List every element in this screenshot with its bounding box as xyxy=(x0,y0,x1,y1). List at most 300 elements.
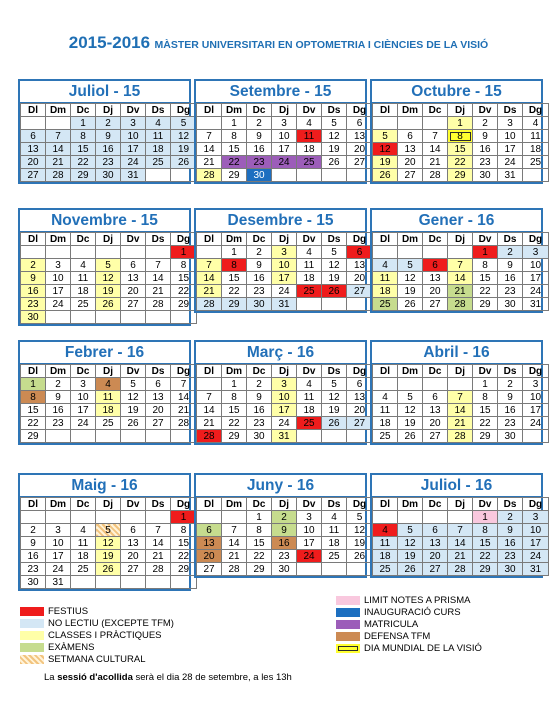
empty-cell xyxy=(297,298,322,311)
day-cell: 14 xyxy=(197,143,222,156)
week-row xyxy=(21,117,197,130)
day-cell: 16 xyxy=(272,537,297,550)
day-cell: 12 xyxy=(398,537,423,550)
day-cell: 27 xyxy=(347,285,373,298)
week-row xyxy=(197,259,373,272)
day-cell: 6 xyxy=(347,378,373,391)
day-cell: 9 xyxy=(498,259,523,272)
week-row xyxy=(373,417,549,430)
day-cell: 16 xyxy=(247,404,272,417)
weekday-header: Dm xyxy=(398,233,423,246)
day-cell: 8 xyxy=(473,524,498,537)
day-cell: 16 xyxy=(473,143,498,156)
month-calendar xyxy=(370,340,543,445)
day-cell: 2 xyxy=(272,511,297,524)
day-cell: 26 xyxy=(398,563,423,576)
day-cell: 3 xyxy=(46,524,71,537)
day-cell: 27 xyxy=(121,298,146,311)
day-cell: 7 xyxy=(222,524,247,537)
weekday-header: Dg xyxy=(523,498,549,511)
empty-cell xyxy=(146,430,171,443)
day-cell: 9 xyxy=(473,130,498,143)
day-cell: 7 xyxy=(146,524,171,537)
day-cell: 25 xyxy=(322,550,347,563)
day-cell: 11 xyxy=(523,130,549,143)
week-row xyxy=(373,298,549,311)
month-title: Març - 16 xyxy=(196,342,365,364)
day-cell: 18 xyxy=(71,550,96,563)
day-cell: 25 xyxy=(297,156,322,169)
weekday-header: Dv xyxy=(121,498,146,511)
day-cell: 9 xyxy=(96,130,121,143)
empty-cell xyxy=(71,511,96,524)
day-cell: 28 xyxy=(448,430,473,443)
day-cell: 25 xyxy=(297,417,322,430)
month-calendar xyxy=(370,208,543,313)
day-cell: 8 xyxy=(171,524,197,537)
day-cell: 12 xyxy=(322,391,347,404)
day-cell: 6 xyxy=(146,378,171,391)
weekday-header: Dc xyxy=(247,104,272,117)
day-cell: 23 xyxy=(96,156,121,169)
day-cell: 5 xyxy=(322,378,347,391)
day-cell: 29 xyxy=(473,298,498,311)
week-row xyxy=(21,169,197,182)
day-cell: 10 xyxy=(46,537,71,550)
week-row xyxy=(373,537,549,550)
day-cell: 21 xyxy=(222,550,247,563)
day-cell: 1 xyxy=(171,246,197,259)
day-cell: 9 xyxy=(498,391,523,404)
day-cell: 1 xyxy=(222,246,247,259)
day-cell: 10 xyxy=(523,391,549,404)
day-cell: 29 xyxy=(222,430,247,443)
day-cell: 14 xyxy=(448,537,473,550)
day-cell: 21 xyxy=(448,285,473,298)
week-row xyxy=(197,404,373,417)
day-cell: 9 xyxy=(247,391,272,404)
day-cell: 14 xyxy=(46,143,71,156)
day-cell: 26 xyxy=(347,550,373,563)
day-cell: 18 xyxy=(146,143,171,156)
day-cell: 8 xyxy=(448,130,473,143)
legend-label: DEFENSA TFM xyxy=(364,631,431,642)
day-cell: 25 xyxy=(373,430,398,443)
month-table xyxy=(20,103,197,182)
empty-cell xyxy=(347,298,373,311)
weekday-header: Dl xyxy=(373,498,398,511)
week-row xyxy=(21,130,197,143)
empty-cell xyxy=(96,311,121,324)
weekday-header: Dg xyxy=(523,233,549,246)
day-cell: 30 xyxy=(272,563,297,576)
week-row xyxy=(197,417,373,430)
weekday-header: Dc xyxy=(423,498,448,511)
weekday-header: Ds xyxy=(498,233,523,246)
day-cell: 2 xyxy=(498,246,523,259)
weekday-header: Dg xyxy=(347,365,373,378)
day-cell: 15 xyxy=(222,143,247,156)
day-cell: 21 xyxy=(146,550,171,563)
day-cell: 24 xyxy=(272,156,297,169)
day-cell: 1 xyxy=(247,511,272,524)
month-title: Juliol - 15 xyxy=(20,81,189,103)
note-pre: La xyxy=(44,672,55,683)
legend-swatch xyxy=(20,607,44,616)
day-cell: 1 xyxy=(473,246,498,259)
month-title: Setembre - 15 xyxy=(196,81,365,103)
day-cell: 29 xyxy=(473,430,498,443)
day-cell: 20 xyxy=(21,156,46,169)
weekday-header: Ds xyxy=(322,498,347,511)
month-table xyxy=(372,103,549,182)
day-cell: 29 xyxy=(473,563,498,576)
weekday-header: Dl xyxy=(21,365,46,378)
day-cell: 18 xyxy=(373,550,398,563)
week-row xyxy=(197,524,373,537)
weekday-header: Dm xyxy=(46,104,71,117)
legend-label: MATRICULA xyxy=(364,619,419,630)
day-cell: 11 xyxy=(146,130,171,143)
day-cell: 29 xyxy=(171,563,197,576)
day-cell: 1 xyxy=(171,511,197,524)
day-cell: 27 xyxy=(347,417,373,430)
weekday-header: Dc xyxy=(247,365,272,378)
week-row xyxy=(197,550,373,563)
day-cell: 7 xyxy=(423,130,448,143)
day-cell: 11 xyxy=(297,130,322,143)
month-calendar xyxy=(18,79,191,184)
day-cell: 28 xyxy=(197,169,222,182)
week-row xyxy=(197,537,373,550)
day-cell: 24 xyxy=(46,563,71,576)
month-calendar xyxy=(18,208,191,326)
day-cell: 16 xyxy=(498,404,523,417)
day-cell: 30 xyxy=(247,298,272,311)
day-cell: 27 xyxy=(197,563,222,576)
day-cell: 17 xyxy=(71,404,96,417)
day-cell: 14 xyxy=(448,404,473,417)
month-calendar xyxy=(194,79,367,184)
day-cell: 25 xyxy=(373,563,398,576)
day-cell: 19 xyxy=(398,417,423,430)
weekday-header: Dv xyxy=(297,498,322,511)
day-cell: 11 xyxy=(71,272,96,285)
day-cell: 31 xyxy=(46,576,71,589)
day-cell: 18 xyxy=(297,143,322,156)
day-cell: 1 xyxy=(21,378,46,391)
day-cell: 22 xyxy=(71,156,96,169)
weekday-header: Dj xyxy=(272,233,297,246)
day-cell: 18 xyxy=(71,285,96,298)
day-cell: 27 xyxy=(398,169,423,182)
day-cell: 14 xyxy=(146,272,171,285)
day-cell: 20 xyxy=(423,550,448,563)
empty-cell xyxy=(96,246,121,259)
month-table xyxy=(196,497,373,576)
day-cell: 26 xyxy=(121,417,146,430)
legend-swatch xyxy=(20,643,44,652)
day-cell: 30 xyxy=(21,311,46,324)
empty-cell xyxy=(322,430,347,443)
day-cell: 25 xyxy=(297,285,322,298)
day-cell: 3 xyxy=(71,378,96,391)
day-cell: 11 xyxy=(71,537,96,550)
empty-cell xyxy=(297,169,322,182)
day-cell: 10 xyxy=(523,524,549,537)
empty-cell xyxy=(96,430,121,443)
day-cell: 27 xyxy=(423,430,448,443)
day-cell: 22 xyxy=(247,550,272,563)
day-cell: 6 xyxy=(121,259,146,272)
day-cell: 12 xyxy=(398,404,423,417)
day-cell: 5 xyxy=(347,511,373,524)
day-cell: 14 xyxy=(197,404,222,417)
empty-cell xyxy=(146,311,171,324)
day-cell: 21 xyxy=(146,285,171,298)
weekday-header: Dj xyxy=(96,498,121,511)
day-cell: 15 xyxy=(222,404,247,417)
week-row xyxy=(21,285,197,298)
day-cell: 16 xyxy=(21,285,46,298)
day-cell: 13 xyxy=(423,272,448,285)
legend-swatch xyxy=(336,596,360,605)
empty-cell xyxy=(171,169,197,182)
week-row xyxy=(21,298,197,311)
day-cell: 29 xyxy=(71,169,96,182)
month-table xyxy=(20,497,197,589)
day-cell: 15 xyxy=(171,537,197,550)
day-cell: 11 xyxy=(96,391,121,404)
day-cell: 8 xyxy=(222,130,247,143)
day-cell: 16 xyxy=(498,272,523,285)
day-cell: 30 xyxy=(498,430,523,443)
day-cell: 24 xyxy=(46,298,71,311)
day-cell: 19 xyxy=(96,550,121,563)
weekday-header: Dj xyxy=(448,104,473,117)
weekday-header: Dl xyxy=(21,233,46,246)
day-cell: 17 xyxy=(498,143,523,156)
day-cell: 8 xyxy=(222,391,247,404)
day-cell: 16 xyxy=(46,404,71,417)
day-cell: 24 xyxy=(297,550,322,563)
day-cell: 30 xyxy=(21,576,46,589)
day-cell: 22 xyxy=(171,550,197,563)
day-cell: 22 xyxy=(171,285,197,298)
day-cell: 28 xyxy=(146,563,171,576)
week-row xyxy=(197,272,373,285)
week-row xyxy=(373,378,549,391)
week-row xyxy=(373,524,549,537)
day-cell: 13 xyxy=(121,272,146,285)
day-cell: 9 xyxy=(247,259,272,272)
day-cell: 28 xyxy=(197,430,222,443)
weekday-header: Dl xyxy=(373,104,398,117)
day-cell: 9 xyxy=(21,537,46,550)
weekday-header: Dj xyxy=(272,498,297,511)
day-cell: 8 xyxy=(247,524,272,537)
weekday-header: Dc xyxy=(71,498,96,511)
day-cell: 21 xyxy=(423,156,448,169)
empty-cell xyxy=(398,246,423,259)
day-cell: 31 xyxy=(523,298,549,311)
day-cell: 28 xyxy=(197,298,222,311)
weekday-header: Dv xyxy=(297,233,322,246)
day-cell: 20 xyxy=(347,272,373,285)
day-cell: 18 xyxy=(297,272,322,285)
day-cell: 5 xyxy=(322,117,347,130)
month-table xyxy=(196,232,373,311)
empty-cell xyxy=(347,430,373,443)
day-cell: 3 xyxy=(272,246,297,259)
day-cell: 1 xyxy=(473,378,498,391)
weekday-header: Dm xyxy=(222,365,247,378)
day-cell: 13 xyxy=(398,143,423,156)
day-cell: 13 xyxy=(423,404,448,417)
day-cell: 27 xyxy=(21,169,46,182)
week-row xyxy=(21,417,197,430)
weekday-header: Dm xyxy=(46,365,71,378)
day-cell: 19 xyxy=(373,156,398,169)
day-cell: 11 xyxy=(373,404,398,417)
day-cell: 14 xyxy=(423,143,448,156)
day-cell: 25 xyxy=(523,156,549,169)
month-calendar xyxy=(194,208,367,313)
note-post: serà el dia 28 de setembre, a les 13h xyxy=(135,672,292,683)
empty-cell xyxy=(171,311,197,324)
empty-cell xyxy=(197,246,222,259)
day-cell: 1 xyxy=(222,117,247,130)
day-cell: 26 xyxy=(322,156,347,169)
day-cell: 3 xyxy=(46,259,71,272)
weekday-header: Dc xyxy=(247,233,272,246)
week-row xyxy=(197,156,373,169)
day-cell: 29 xyxy=(222,298,247,311)
day-cell: 24 xyxy=(121,156,146,169)
empty-cell xyxy=(71,576,96,589)
day-cell: 30 xyxy=(498,298,523,311)
day-cell: 5 xyxy=(96,524,121,537)
day-cell: 13 xyxy=(21,143,46,156)
week-row xyxy=(373,259,549,272)
weekday-header: Ds xyxy=(146,365,171,378)
day-cell: 17 xyxy=(272,404,297,417)
weekday-header: Ds xyxy=(322,365,347,378)
week-row xyxy=(21,430,197,443)
week-row xyxy=(373,130,549,143)
week-row xyxy=(21,156,197,169)
day-cell: 7 xyxy=(448,391,473,404)
day-cell: 14 xyxy=(222,537,247,550)
weekday-header: Ds xyxy=(146,233,171,246)
week-row xyxy=(373,246,549,259)
day-cell: 12 xyxy=(96,272,121,285)
day-cell: 13 xyxy=(347,259,373,272)
legend-swatch xyxy=(20,631,44,640)
empty-cell xyxy=(121,576,146,589)
day-cell: 4 xyxy=(71,259,96,272)
empty-cell xyxy=(121,246,146,259)
empty-cell xyxy=(71,430,96,443)
day-cell: 23 xyxy=(498,285,523,298)
weekday-header: Dg xyxy=(347,498,373,511)
day-cell: 15 xyxy=(247,537,272,550)
week-row xyxy=(21,378,197,391)
day-cell: 18 xyxy=(523,143,549,156)
day-cell: 14 xyxy=(197,272,222,285)
weekday-header: Dg xyxy=(523,104,549,117)
day-cell: 2 xyxy=(46,378,71,391)
empty-cell xyxy=(121,511,146,524)
weekday-header: Dv xyxy=(473,233,498,246)
weekday-header: Dv xyxy=(121,104,146,117)
empty-cell xyxy=(373,117,398,130)
day-cell: 3 xyxy=(523,246,549,259)
weekday-header: Dl xyxy=(21,104,46,117)
day-cell: 21 xyxy=(197,417,222,430)
day-cell: 28 xyxy=(448,298,473,311)
day-cell: 10 xyxy=(272,130,297,143)
day-cell: 26 xyxy=(171,156,197,169)
day-cell: 31 xyxy=(498,169,523,182)
empty-cell xyxy=(398,511,423,524)
day-cell: 6 xyxy=(347,117,373,130)
month-title: Juliol - 16 xyxy=(372,475,541,497)
month-title: Octubre - 15 xyxy=(372,81,541,103)
week-row xyxy=(373,563,549,576)
weekday-header: Dj xyxy=(96,104,121,117)
day-cell: 21 xyxy=(171,404,197,417)
day-cell: 16 xyxy=(247,143,272,156)
week-row xyxy=(197,391,373,404)
day-cell: 19 xyxy=(398,550,423,563)
day-cell: 5 xyxy=(398,524,423,537)
day-cell: 13 xyxy=(146,391,171,404)
empty-cell xyxy=(146,576,171,589)
day-cell: 7 xyxy=(197,391,222,404)
weekday-header: Dc xyxy=(71,104,96,117)
day-cell: 17 xyxy=(272,143,297,156)
day-cell: 20 xyxy=(121,550,146,563)
weekday-header: Dg xyxy=(171,498,197,511)
legend-swatch xyxy=(20,655,44,664)
note-bold: sessió d'acollida xyxy=(57,672,133,683)
day-cell: 11 xyxy=(373,537,398,550)
weekday-header: Dv xyxy=(473,365,498,378)
day-cell: 4 xyxy=(71,524,96,537)
day-cell: 7 xyxy=(46,130,71,143)
week-row xyxy=(197,285,373,298)
empty-cell xyxy=(96,576,121,589)
weekday-header: Dg xyxy=(171,104,197,117)
day-cell: 22 xyxy=(222,417,247,430)
weekday-header: Dv xyxy=(121,233,146,246)
day-cell: 27 xyxy=(146,417,171,430)
day-cell: 31 xyxy=(523,563,549,576)
day-cell: 22 xyxy=(473,285,498,298)
day-cell: 9 xyxy=(46,391,71,404)
day-cell: 20 xyxy=(121,285,146,298)
weekday-header: Dj xyxy=(448,498,473,511)
day-cell: 4 xyxy=(322,511,347,524)
day-cell: 25 xyxy=(71,563,96,576)
day-cell: 17 xyxy=(46,285,71,298)
day-cell: 23 xyxy=(473,156,498,169)
day-cell: 15 xyxy=(222,272,247,285)
empty-cell xyxy=(171,430,197,443)
month-calendar xyxy=(370,473,543,578)
day-cell: 8 xyxy=(473,391,498,404)
